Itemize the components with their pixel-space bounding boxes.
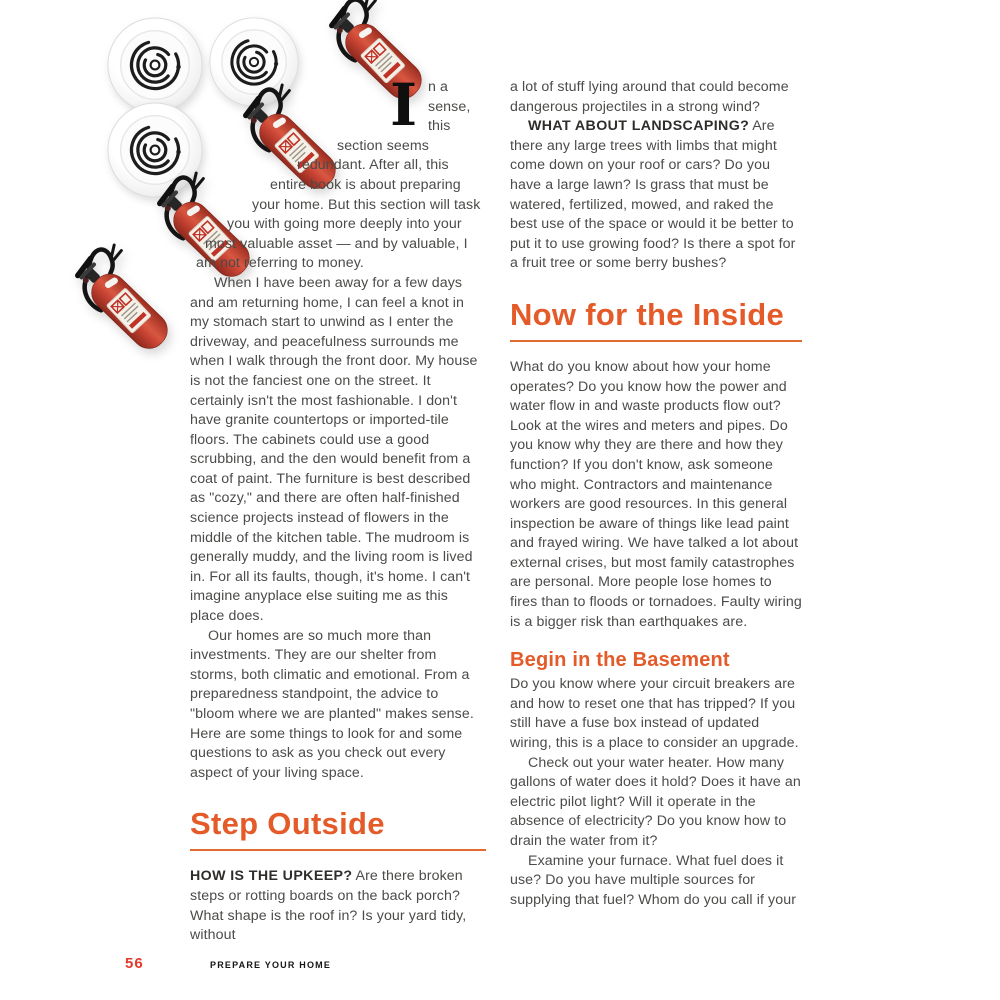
paragraph-text: Are there any large trees with limbs that might come down on your roof or cars? Do you have a large lawn? Is grass that must be watered, fertilized, mowed, and raked the best use of the space or would it be better to put it to use growing food? Is there a spot for a fruit tree or some berry bushes? [510,118,796,272]
paragraph-lead-in: WHAT ABOUT LANDSCAPING? [528,118,750,135]
paragraph [190,867,486,945]
heading-rule [190,849,486,851]
paragraph: Our homes are so much more than investments. They are our shelter from storms, both climatic and emotional. From a preparedness standpoint, the advice to "bloom where we are planted" makes sense. Here are some things to look for and some questions to ask as you check out every aspect of your living space. [190,627,474,781]
paragraph [510,117,802,274]
fire-extinguisher-icon [60,242,186,368]
section-heading-now-for-the-inside: Now for the Inside [510,296,785,332]
running-footer: PREPARE YOUR HOME [210,960,332,970]
paragraph: What do you know about how your home operates? Do you know how the power and water flow in and waste products flow out? Look at the wires and meters and pipes. Do you know why they are there and how they function? If you don't know, ask someone who might. Contractors and maintenance workers are good resources. In this general inspection be aware of things like lead paint and frayed wiring. We have talked a lot about external crises, but most family catastrophes are personal. More people lose homes to fires than to floods or tornadoes. Faulty wiring is a bigger risk than earthquakes are. [510,358,802,630]
heading-rule [510,340,802,342]
page-number: 56 [125,955,144,972]
paragraph-text: n a sense, this section seems redundant. After all, this entire book is about preparing your home. But this section will task you with going more deeply into your most valuable asset — and by valuable, I am not referring to money. [196,79,481,272]
paragraph: When I have been away for a few days and am returning home, I can feel a knot in my stomach start to unwind as I enter the driveway, and peacefulness surrounds me when I walk through the front door. My house is not the fanciest one on the street. It certainly isn't the most fashionable. I don't have granite countertops or imported-tile floors. The cabinets could use a good scrubbing, and the den would benefit from a coat of paint. The furniture is best described as "cozy," and there are often half-finished science projects instead of flowers in the middle of the kitchen table. The mudroom is generally muddy, and the living room is lived in. For all its faults, though, it's home. I can't imagine anyplace else suiting me as this place does. [190,274,478,625]
drop-cap: I [390,71,418,139]
left-column [190,71,486,946]
right-column [510,78,802,910]
opening-paragraph [190,71,486,274]
paragraph: a lot of stuff lying around that could become dangerous projectiles in a strong wind? [510,79,789,115]
paragraph: Examine your furnace. What fuel does it use? Do you have multiple sources for supplying that fuel? Whom do you call if your [510,852,797,908]
subheading-begin-in-the-basement: Begin in the Basement [510,649,730,672]
paragraph: Check out your water heater. How many gallons of water does it hold? Does it have an electric pilot light? Will it operate in the absence of electricity? Do you know how to drain the water from it? [510,754,801,849]
paragraph-lead-in: HOW IS THE UPKEEP? [190,868,353,885]
paragraph-text: Are there broken steps or rotting boards on the back porch? What shape is the roof in? Is your yard tidy, without [190,868,467,944]
section-heading-step-outside: Step Outside [190,806,385,842]
paragraph: Do you know where your circuit breakers are and how to reset one that has tripped? If you still have a fuse box instead of updated wiring, this is a place to consider an upgrade. [510,676,799,752]
